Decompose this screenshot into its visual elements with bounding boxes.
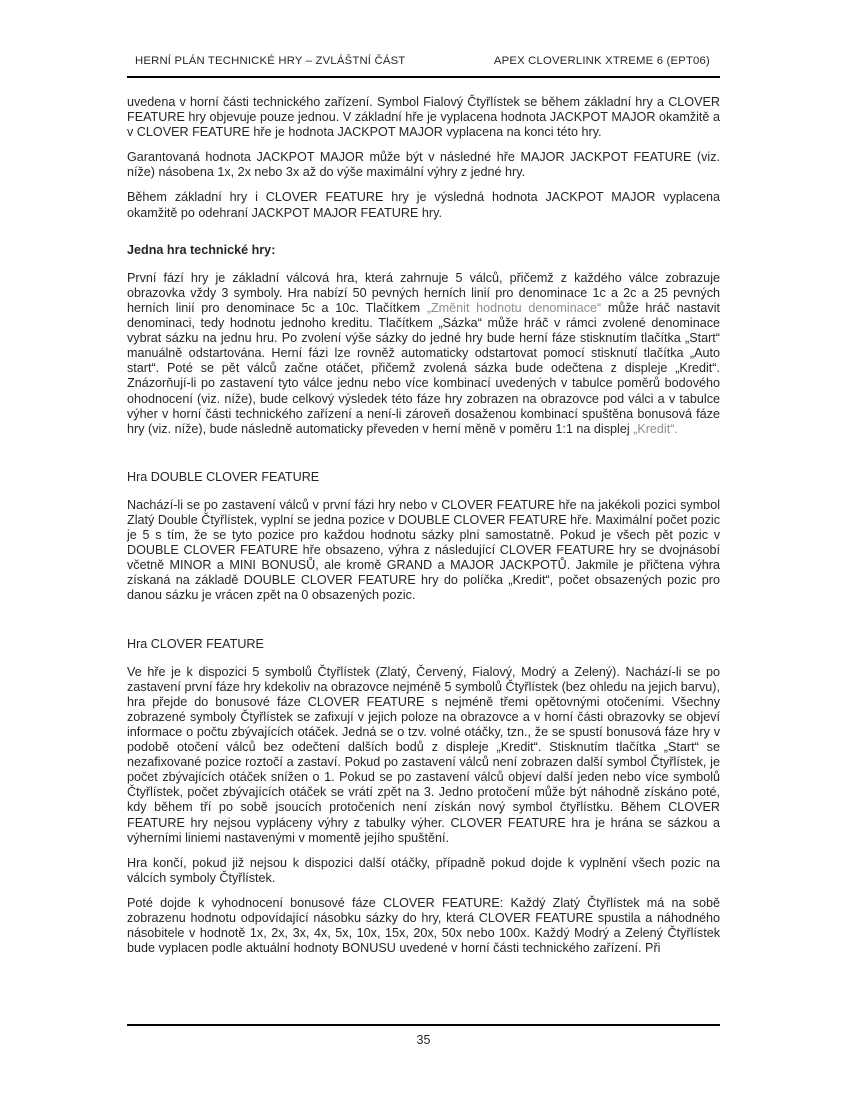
page-header (127, 55, 720, 78)
para-prvni-faze-hry (127, 271, 720, 437)
text-run: může hráč nastavit denominaci, tedy hodnotu jednoho kreditu. Tlačítkem „Sázka“ může hráč v rámci zvolené denominace vybrat sázku na jednu hru. Po zvolení výše sázky do jedné hry bude herní fáze stisknutím tlačítka „Start“ manuálně odstartována. Herní fázi lze rovněž automaticky odstartovat pomocí stisknutí tlačítka „Auto start“. Poté se pět válců začne otáčet, přičemž zvolená sázka bude odečtena z displeje „Kredit“. Znázorňují-li po zastavení tyto válce jednu nebo více kombinací uvedených v tabulce poměrů bodového ohodnocení (viz. níže), bude celkový výsledek této fáze hry zobrazen na obrazovce pod válci a v tabulce výher v horní části technického zařízení a není-li zároveň dosaženou kombinací spuštěna bonusová fáze hry (viz. níže), bude následně automaticky převeden v herní měně v poměru 1:1 na displej (127, 300, 720, 436)
title-hra-clover-feature (127, 637, 720, 652)
quoted-ui-term: „Změnit hodnotu denominace“ (426, 300, 602, 315)
header-right-title: APEX CLOVERLINK XTREME 6 (EPT06) (493, 55, 710, 67)
text-run: První fází hry je základní válcová hra, která zahrnuje 5 válců, přičemž z každého válce zobrazuje obrazovka vždy 3 symboly. Hra nabízí 50 pevných herních linií pro denominace 1c a 2c a 25 pevných herních linií pro denominace 5c a 10c. Tlačítkem (127, 270, 720, 315)
text-run: Jedna hra technické hry: (127, 242, 276, 257)
header-left-title: HERNÍ PLÁN TECHNICKÉ HRY – ZVLÁŠTNÍ ČÁST (135, 55, 406, 67)
text-run: Garantovaná hodnota JACKPOT MAJOR může být v následné hře MAJOR JACKPOT FEATURE (viz. níže) násobena 1x, 2x nebo 3x až do výše maximální výhry z jedné hry. (127, 150, 720, 180)
text-run: Hra končí, pokud již nejsou k dispozici další otáčky, případně pokud dojde k vyplnění všech pozic na válcích symboly Čtyřlístek. (127, 855, 720, 885)
quoted-ui-term: „Kredit“. (633, 421, 678, 436)
header-rule (127, 76, 720, 78)
text-run: Během základní hry i CLOVER FEATURE hry je výsledná hodnota JACKPOT MAJOR vyplacena okamžitě po odehraní JACKPOT MAJOR FEATURE hry. (127, 190, 720, 220)
text-run: Hra CLOVER FEATURE (127, 636, 264, 651)
page-number: 35 (416, 1033, 431, 1047)
para-jackpot-major-payout (127, 95, 720, 140)
para-hra-konci (127, 856, 720, 886)
text-run: Ve hře je k dispozici 5 symbolů Čtyřlístek (Zlatý, Červený, Fialový, Modrý a Zelený). Nachází-li se po zastavení první fáze hry kdekoliv na obrazovce nejméně 5 symbolů Čtyřlístek (bez ohledu na jejich barvu), hra přejde do bonusové fáze CLOVER FEATURE s nejméně třemi opětovnými otočeními. Všechny zobrazené symboly Čtyřlístek se zafixují v jejich poloze na obrazovce a v horní části obrazovky se objeví informace o počtu zbývajících otáček. Jedná se o tzv. volné otáčky, tzn., že se spustí bonusová fáze hry v podobě otočení válců bez odečtení dalších bodů z displeje „Kredit“. Stisknutím tlačítka „Start“ se nezafixované pozice roztočí a zastaví. Pokud po zastavení válců není zobrazen další symbol Čtyřlístek, je počet zbývajících otáček snížen o 1. Pokud se po zastavení válců objeví další jeden nebo více symbolů Čtyřlístek, počet zbývajících otáček se vrátí zpět na 3. Jedno protočení může být náhodně získáno poté, kdy během tří po sobě jsoucích protočeních není získán nový symbol čtyřlístku. Během CLOVER FEATURE hry nejsou vypláceny výhry z tabulky výher. CLOVER FEATURE hra je hrána se sázkou a výherními liniemi nastavenými v momentě jejího spuštění. (127, 664, 720, 845)
para-guaranteed-jackpot-major (127, 150, 720, 180)
document-body (127, 95, 720, 966)
text-run: Poté dojde k vyhodnocení bonusové fáze CLOVER FEATURE: Každý Zlatý Čtyřlístek má na sobě zobrazenu hodnotu odpovídající násobku sázky do hry, která CLOVER FEATURE spustila a náhodného násobitele v hodnotě 1x, 2x, 3x, 4x, 5x, 10x, 15x, 20x, 50x nebo 100x. Každý Modrý a Zelený Čtyřlístek bude vyplacen podle aktuální hodnoty BONUSU uvedené v horní části technického zařízení. Při (127, 895, 720, 956)
running-header (127, 55, 720, 67)
text-run: Hra DOUBLE CLOVER FEATURE (127, 469, 320, 484)
heading-jedna-hra-technicke-hry (127, 243, 720, 258)
para-double-clover-feature (127, 498, 720, 604)
para-vyhodnoceni-bonusove-faze (127, 896, 720, 956)
footer-rule (127, 1024, 720, 1026)
text-run: Nachází-li se po zastavení válců v první fázi hry nebo v CLOVER FEATURE hře na jakékoli pozici symbol Zlatý Double Čtyřlístek, vyplní se jedna pozice v DOUBLE CLOVER FEATURE hře. Maximální počet pozic je 5 s tím, že se tyto pozice pro každou hodnotu sázky plní samostatně. Pokud je všech pět pozic v DOUBLE CLOVER FEATURE hře obsazeno, výhra z následující CLOVER FEATURE hry se dvojnásobí včetně MINOR a MINI BONUSŮ, ale kromě GRAND a MAJOR JACKPOTŮ. Jakmile je přičtena výhra získaná na základě DOUBLE CLOVER FEATURE hry do políčka „Kredit“, počet obsazených pozic pro danou sázku je vrácen zpět na 0 obsazených pozic. (127, 497, 720, 603)
para-clover-feature (127, 665, 720, 846)
title-hra-double-clover-feature (127, 470, 720, 485)
para-jackpot-major-feature-payout (127, 190, 720, 220)
page-footer (127, 1024, 720, 1047)
text-run: uvedena v horní části technického zařízení. Symbol Fialový Čtyřlístek se během základní hry a CLOVER FEATURE hry objevuje pouze jednou. V základní hře je vyplacena hodnota JACKPOT MAJOR okamžitě a v CLOVER FEATURE hře je hodnota JACKPOT MAJOR vyplacena na konci této hry. (127, 95, 720, 140)
